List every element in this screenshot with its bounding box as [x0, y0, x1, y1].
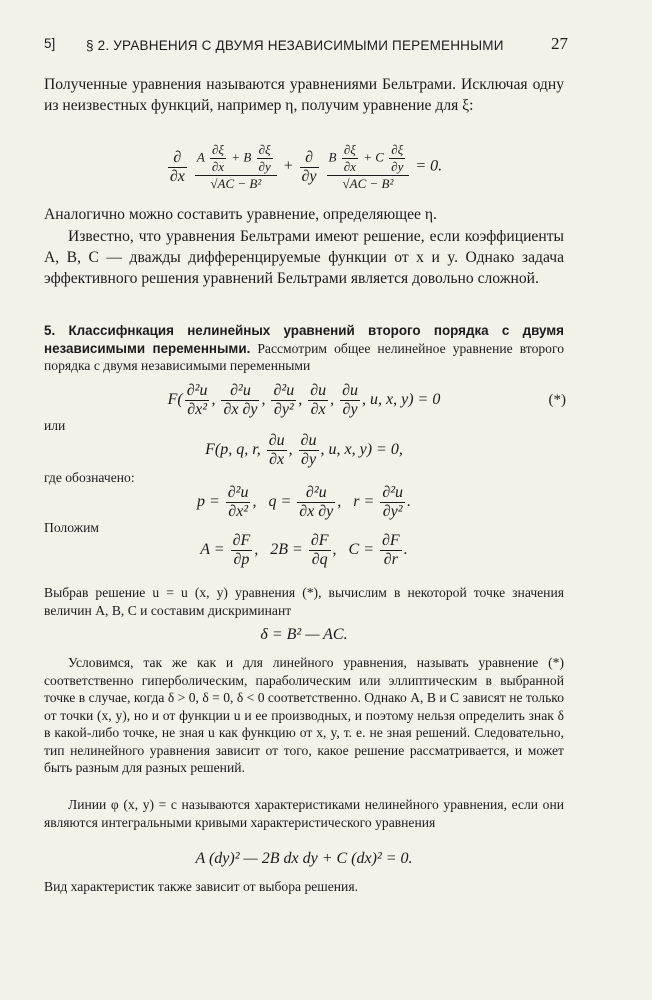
equation-definitions: p = $\frac{\text{∂²u}}{\text{∂x²}}$ , q = $\frac{\text{∂²u}}{\partial x \partial y}$ , r = $\frac{\text{∂²u}}{\text{∂y²}}$ .: [196, 484, 412, 520]
equation-xi: $\frac{\partial}{\partial x}$ A $\frac{\partial\xi}{\partial x}$ + B $\frac{\partial\xi}{\partial y}$ √AC − B² + $\frac{\partial}{\partial y}$ B $\frac{\partial\xi}{\partial x}$ + C $\frac{\partial\xi}{\partial y}$ √AC − B² = 0.: [169, 142, 443, 191]
equation-characteristic: A (dy)² — 2B dx dy + C (dx)² = 0.: [195, 850, 413, 867]
section-heading: 5. Классифнкация нелинейных уравнений второго порядка с двумя независимыми переменными.: [44, 323, 564, 356]
paragraph-final: Вид характеристик также зависит от выбора решения.: [44, 879, 358, 894]
paragraph-choose-solution: Выбрав решение u = u (x, y) уравнения (*), вычислим в некоторой точке значения величин A, B, C и составим дискриминант: [44, 585, 564, 618]
label-put: Положим: [44, 520, 99, 535]
label-where: где обозначено:: [44, 470, 135, 485]
equation-abc: A = $\frac{\partial F}{\partial p}$ , 2B = $\frac{\partial F}{\partial q}$ , C = $\frac{\partial F}{\partial r}$ .: [200, 532, 408, 568]
paragraph-analog: Аналогично можно составить уравнение, определяющее η.: [44, 206, 437, 223]
paragraph-characteristics: Линии φ (x, y) = c называются характеристиками нелинейного уравнения, если они являются интегральными кривыми характеристического уравнения: [44, 797, 564, 830]
paragraph-classification: Условимся, так же как и для линейного уравнения, называть уравнение (*) соответственно гиперболическим, параболическим или эллиптическим в выбранной точке в случае, когда δ > 0, δ = 0, δ < 0 соответственно. Однако A, B и C зависят не только от точки (x, y), но и от функции u и ее производных, и поэтому нельзя определить знак δ в какой-либо точке, не зная u как функцию от x, y, т. е. не зная решений. Следовательно, тип нелинейного уравнения зависит от того, какое решение рассматривается, и может быть разным для разных решений.: [44, 655, 564, 775]
paragraph-beltrami: Полученные уравнения называются уравнениями Бельтрами. Исключая одну из неизвестных функций, например η, получим уравнение для ξ:: [44, 76, 564, 114]
section-5: [44, 322, 564, 375]
section-intro: Рассмотрим общее нелинейное уравнение второго порядка с двумя независимыми переменными: [44, 340, 564, 373]
equation-pq: F(p, q, r, $\frac{\partial u}{\partial x}$ , $\frac{\partial u}{\partial y}$ , u, x, y) = 0,: [205, 432, 403, 468]
label-or: или: [44, 418, 66, 433]
page-number: 27: [551, 34, 568, 53]
section-number: 5]: [44, 36, 56, 51]
equation-star: F( $\frac{\text{∂²u}}{\text{∂x²}}$ , $\frac{\text{∂²u}}{\partial x \partial y}$ , $\frac{\text{∂²u}}{\text{∂y²}}$ , $\frac{\partial u}{\partial x}$ , $\frac{\partial u}{\partial y}$ , u, x, y) = 0: [167, 382, 441, 418]
equation-discriminant: δ = B² — AC.: [260, 626, 348, 643]
paragraph-solution-exists: Известно, что уравнения Бельтрами имеют решение, если коэффициенты A, B, C — дважды дифференцируемые функции от x и y. Однако задача эффективного решения уравнений Бельтрами является довольно сложной.: [44, 228, 564, 287]
running-title: § 2. УРАВНЕНИЯ С ДВУМЯ НЕЗАВИСИМЫМИ ПЕРЕМЕННЫМИ: [86, 38, 504, 53]
running-header: [44, 34, 568, 58]
equation-star-tag: (*): [548, 392, 566, 408]
